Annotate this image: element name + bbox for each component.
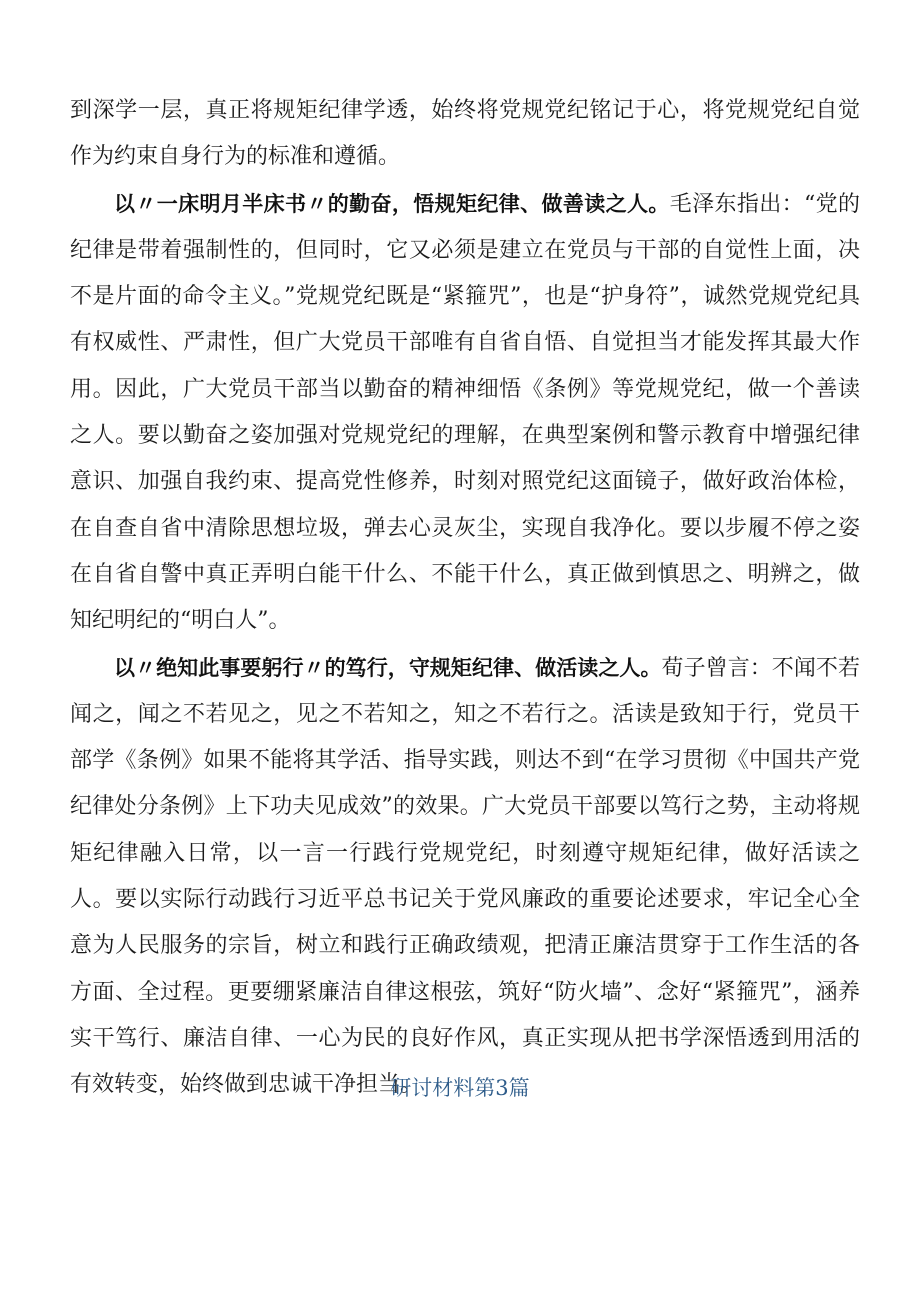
document-body — [70, 88, 860, 1109]
paragraph-practice-heading: 以〃绝知此事要躬行〃的笃行，守规矩纪律、做活读之人。 — [114, 655, 662, 680]
paragraph-practice-body: 荀子曾言：不闻不若闻之，闻之不若见之，见之不若知之，知之不若行之。活读是致知于行，党员干部学《条例》如果不能将其学活、指导实践，则达不到“在学习贯彻《中国共产党纪律处分条例》上下功夫见成效”的效果。广大党员干部要以笃行之势，主动将规矩纪律融入日常，以一言一行践行党规党纪，时刻遵守规矩纪律，做好活读之人。要以实际行动践行习近平总书记关于党风廉政的重要论述要求，牢记全心全意为人民服务的宗旨，树立和践行正确政绩观，把清正廉洁贯穿于工作生活的各方面、全过程。更要绷紧廉洁自律这根弦，筑好“防火墙”、念好“紧箍咒”，涵养实干笃行、廉洁自律、一心为民的良好作风，真正实现从把书学深悟透到用活的有效转变，始终做到忠诚干净担当。 — [70, 655, 860, 1098]
paragraph-continuation: 到深学一层，真正将规矩纪律学透，始终将党规党纪铭记于心，将党规党纪自觉作为约束自身行为的标准和遵循。 — [70, 98, 860, 170]
section-title: 研讨材料第3篇 — [390, 1076, 530, 1100]
paragraph-diligence-heading: 以〃一床明月半床书〃的勤奋，悟规矩纪律、做善读之人。 — [114, 191, 670, 216]
paragraph-diligence — [70, 181, 860, 645]
paragraph-practice — [70, 645, 860, 1109]
paragraph-diligence-body: 毛泽东指出：“党的纪律是带着强制性的，但同时，它又必须是建立在党员与干部的自觉性上面，决不是片面的命令主义。”党规党纪既是“紧箍咒”，也是“护身符”，诚然党规党纪具有权威性、严肃性，但广大党员干部唯有自省自悟、自觉担当才能发挥其最大作用。因此，广大党员干部当以勤奋的精神细悟《条例》等党规党纪，做一个善读之人。要以勤奋之姿加强对党规党纪的理解，在典型案例和警示教育中增强纪律意识、加强自我约束、提高党性修养，时刻对照党纪这面镜子，做好政治体检，在自查自省中清除思想垃圾，弹去心灵灰尘，实现自我净化。要以步履不停之姿在自省自警中真正弄明白能干什么、不能干什么，真正做到慎思之、明辨之，做知纪明纪的“明白人”。 — [70, 191, 860, 634]
